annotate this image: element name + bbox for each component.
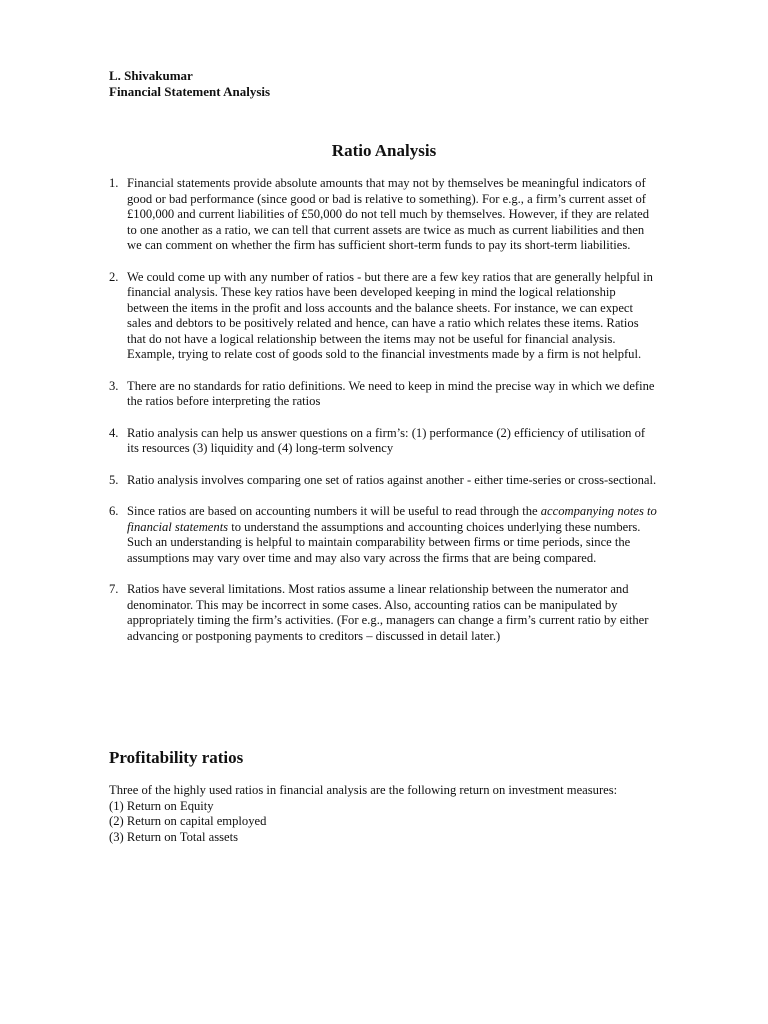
list-item-text-after: to understand the assumptions and accounting choices underlying these numbers. Such an understanding is helpful to maintain comparability between firms or time periods, since the assumptions may vary over time and may also vary across the firms that are being compared.: [127, 519, 641, 565]
measure-item: (3) Return on Total assets: [109, 829, 238, 844]
list-item-number: 7.: [109, 582, 119, 596]
list-item-number: 5.: [109, 472, 119, 487]
list-item-number: 6.: [109, 504, 119, 518]
list-item: [109, 504, 659, 566]
measure-item: (2) Return on capital employed: [109, 814, 267, 828]
course-title: Financial Statement Analysis: [109, 84, 271, 99]
author-name: L. Shivakumar: [109, 68, 193, 83]
section-intro: [109, 783, 639, 845]
document-header: [109, 68, 270, 100]
page-title: Ratio Analysis: [331, 141, 437, 160]
list-item-number: 4.: [109, 425, 119, 440]
list-item: [109, 473, 659, 489]
list-item: [109, 379, 659, 410]
intro-text: Three of the highly used ratios in financial analysis are the following return on investment measures:: [109, 783, 618, 797]
list-item-text: There are no standards for ratio definitions. We need to keep in mind the precise way in which we define the ratios before interpreting the ratios: [127, 378, 655, 408]
list-item-italic-phrase: accompanying notes to financial statements: [127, 504, 657, 534]
list-item: [109, 582, 659, 644]
list-item-number: 3.: [109, 378, 119, 393]
list-item-number: 2.: [109, 269, 119, 284]
list-item: [109, 176, 659, 254]
list-item-number: 1.: [109, 176, 119, 190]
section-heading: Profitability ratios: [109, 748, 244, 767]
list-item-text-before: Since ratios are based on accounting numbers it will be useful to read through the: [127, 504, 541, 518]
list-item-text: Ratio analysis involves comparing one set of ratios against another - either time-series or cross-sectional.: [127, 472, 657, 487]
list-item-text: Financial statements provide absolute amounts that may not by themselves be meaningful indicators of good or bad performance (since good or bad is relative to something). For e.g., a firm’s current asset of £100,000 and current liabilities of £50,000 do not tell much by themselves. However, if they are related to one another as a ratio, we can tell that current assets are twice as much as current liabilities and then we can comment on whether the firm has sufficient short-term funds to pay its short-term liabilities.: [127, 176, 649, 252]
list-item-text: We could come up with any number of ratios - but there are a few key ratios that are generally helpful in financial analysis. These key ratios have been developed keeping in mind the logical relationship between the items in the profit and loss accounts and the balance sheets. For instance, we can expect sales and debtors to be positively related and hence, can have a ratio which relates these items. Ratios that do not have a logical relationship between the items may not be useful for financial analysis. Example, trying to relate cost of goods sold to the financial investments made by a firm is not helpful.: [127, 269, 653, 361]
numbered-points-list: [109, 176, 659, 660]
list-item: [109, 426, 659, 457]
measure-item: (1) Return on Equity: [109, 798, 214, 813]
list-item: [109, 270, 659, 363]
list-item-text: Ratio analysis can help us answer questions on a firm’s: (1) performance (2) efficiency of utilisation of its resources (3) liquidity and (4) long-term solvency: [127, 425, 646, 455]
list-item-text: Ratios have several limitations. Most ratios assume a linear relationship between the numerator and denominator. This may be incorrect in some cases. Also, accounting ratios can be manipulated by appropriately timing the firm’s activities. (For e.g., managers can change a firm’s current ratio by either advancing or postponing payments to creditors – discussed in detail later.): [127, 582, 649, 643]
